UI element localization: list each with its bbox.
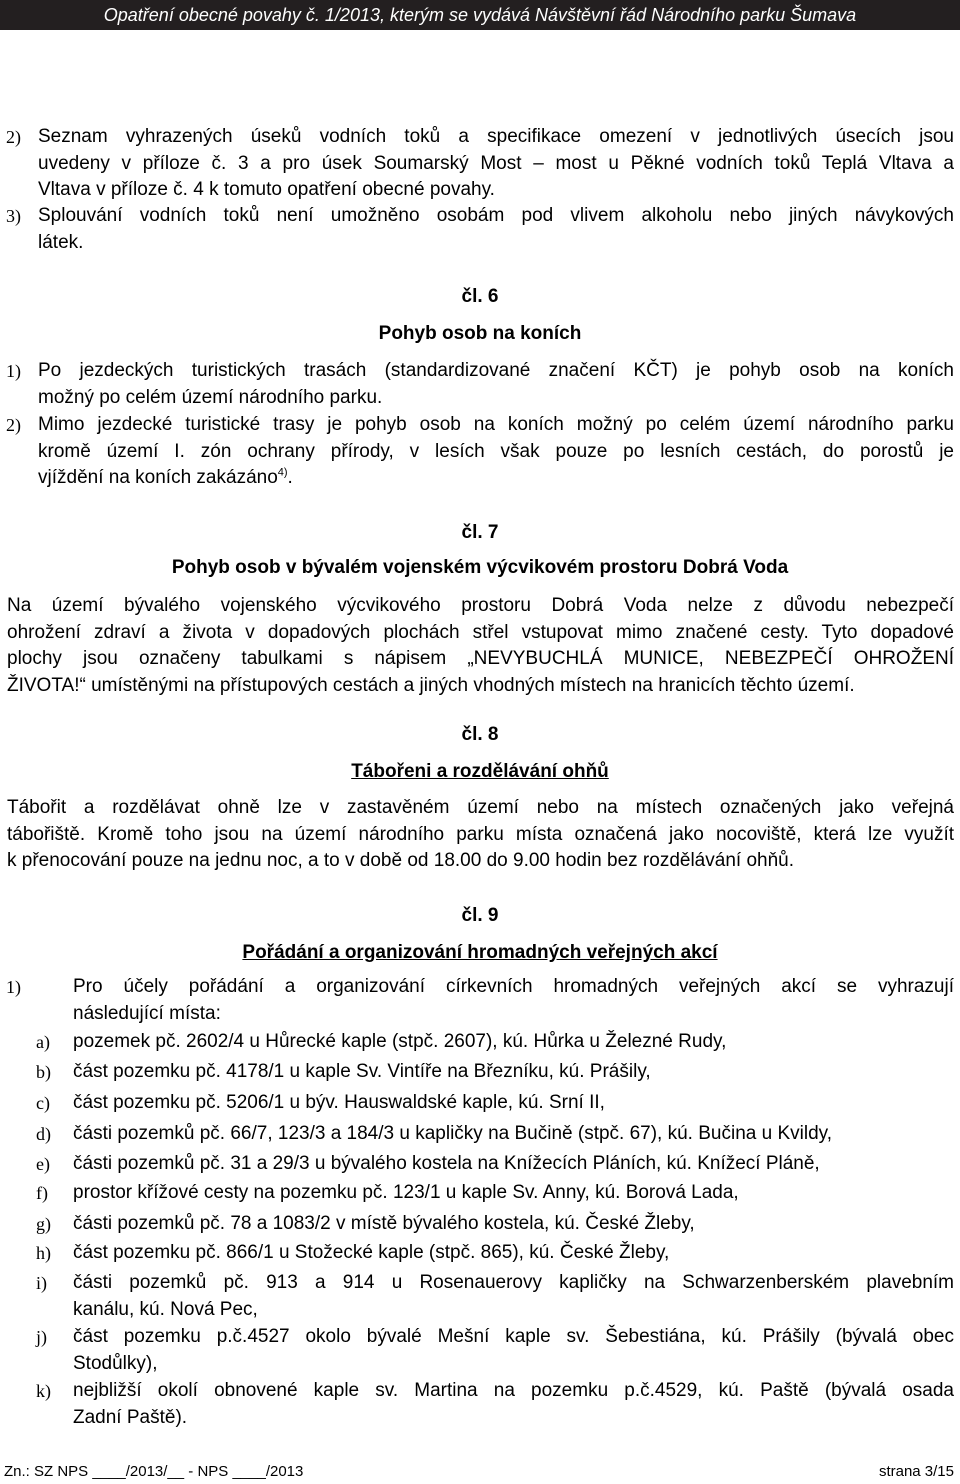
item-letter: j) — [36, 1327, 47, 1347]
text-line: ohrožení zdraví a života v dopadových plochách střel vstupovat mimo značené cesty. Tyto dopadové — [7, 621, 954, 643]
article-title: Tábořeni a rozdělávání ohňů — [351, 761, 609, 782]
text-line: Stodůlky), — [73, 1352, 158, 1374]
text-line: možný po celém území národního parku. — [38, 386, 383, 408]
text-line — [38, 465, 954, 492]
text-line: kromě území I. zón ochrany přírody, v lesích však pouze po lesních cestách, do porostů je — [38, 440, 954, 462]
header-title: Opatření obecné povahy č. 1/2013, kterým se vydává Návštěvní řád Národního parku Šumava — [103, 5, 857, 25]
text-line: k přenocování pouze na jednu noc, a to v době od 18.00 do 9.00 hodin bez rozdělávání ohňů. — [7, 850, 794, 871]
item-letter: d) — [36, 1124, 51, 1144]
item-letter: f) — [36, 1183, 48, 1203]
paragraph — [7, 795, 954, 875]
list-number: 1) — [6, 977, 21, 997]
text-line: Zadní Paště). — [73, 1406, 188, 1428]
article-number: čl. 7 — [461, 522, 499, 543]
text-line: Vltava v příloze č. 4 k tomuto opatření obecné povahy. — [38, 179, 495, 200]
text-line: části pozemků pč. 66/7, 123/3 a 184/3 u kapličky na Bučině (stpč. 67), kú. Bučina u Kvildy, — [73, 1123, 833, 1144]
list-item — [73, 1378, 954, 1431]
text-line: Na území bývalého vojenského výcvikového prostoru Dobrá Voda nelze z důvodu nebezpečí — [7, 595, 954, 616]
text-line: plochy jsou označeny tabulkami s nápisem „NEVYBUCHLÁ MUNICE, NEBEZPEČÍ OHROŽENÍ — [7, 648, 954, 669]
text-line: Pro účely pořádání a organizování církevních hromadných veřejných akcí se vyhrazují — [73, 976, 954, 997]
item-letter: i) — [36, 1273, 47, 1293]
text-line: látek. — [38, 231, 84, 253]
footnote-ref[interactable]: 4) — [277, 466, 288, 479]
text-line: tábořiště. Kromě toho jsou na území národního parku místa označená jako nocoviště, která lze využít — [7, 823, 954, 845]
text-line: části pozemků pč. 913 a 914 u Rosenauerovy kapličky na Schwarzenberském plavebním — [73, 1272, 954, 1293]
list-item — [73, 1324, 954, 1377]
text-line: část pozemku p.č.4527 okolo bývalé Mešní kaple sv. Šebestiána, kú. Prášily (bývalá obec — [73, 1326, 954, 1347]
text-line: Po jezdeckých turistických trasách (standardizované značení KČT) je pohyb osob na koních — [38, 360, 954, 381]
text-run: . — [287, 467, 293, 488]
list-number: 2) — [6, 127, 21, 147]
text-line: část pozemku pč. 4178/1 u kaple Sv. Vintíře na Březníku, kú. Prášily, — [73, 1061, 651, 1082]
text-line: následující místa: — [73, 1002, 221, 1024]
item-letter: c) — [36, 1093, 50, 1113]
article-title: Pohyb osob na koních — [378, 323, 582, 344]
list-item — [73, 1240, 954, 1267]
list-number: 3) — [6, 206, 21, 226]
list-number: 2) — [6, 415, 21, 435]
item-letter: g) — [36, 1214, 51, 1234]
text-line: Tábořit a rozdělávat ohně lze v zastavěném území nebo na místech označených jako veřejná — [7, 797, 954, 818]
list-item — [73, 1211, 954, 1238]
item-letter: h) — [36, 1243, 51, 1263]
text-run: vjíždění na koních zakázáno — [38, 467, 278, 488]
list-item — [73, 1270, 954, 1323]
list-item — [73, 1151, 954, 1178]
page-number: strana 3/15 — [878, 1463, 954, 1480]
text-line: Seznam vyhrazených úseků vodních toků a specifikace omezení v jednotlivých úsecích jsou — [38, 126, 954, 147]
paragraph — [38, 412, 954, 492]
text-line: Splouvání vodních toků není umožněno osobám pod vlivem alkoholu nebo jiných návykových — [38, 205, 954, 226]
paragraph — [38, 124, 954, 204]
paragraph — [7, 593, 954, 699]
item-letter: e) — [36, 1154, 50, 1174]
page-header — [0, 0, 960, 30]
article-number: čl. 8 — [461, 724, 499, 745]
text-line: uvedeny v příloze č. 3 a pro úsek Soumarský Most – most u Pěkné vodních toků Teplá Vltava a — [38, 152, 954, 174]
text-line: část pozemku pč. 5206/1 u býv. Hauswaldské kaple, kú. Srní II, — [73, 1092, 605, 1113]
list-number: 1) — [6, 361, 21, 381]
paragraph — [38, 203, 954, 256]
text-line: kanálu, kú. Nová Pec, — [73, 1298, 258, 1320]
item-letter: b) — [36, 1062, 51, 1082]
text-line: pozemek pč. 2602/4 u Hůrecké kaple (stpč. 2607), kú. Hůrka u Železné Rudy, — [73, 1031, 727, 1052]
text-line: části pozemků pč. 78 a 1083/2 v místě bývalého kostela, kú. České Žleby, — [73, 1213, 695, 1234]
text-line: ŽIVOTA!“ umístěnými na přístupových cestách a jiných vhodných místech na hranicích těchto území. — [7, 674, 855, 696]
paragraph — [38, 358, 954, 411]
list-item — [73, 1090, 954, 1117]
text-line: Mimo jezdecké turistické trasy je pohyb osob na koních možný po celém území národního parku — [38, 414, 954, 435]
document-reference: Zn.: SZ NPS ____/2013/__ - NPS ____/2013 — [4, 1463, 304, 1480]
article-title: Pořádání a organizování hromadných veřejných akcí — [242, 942, 718, 963]
text-line: prostor křížové cesty na pozemku pč. 123/1 u kaple Sv. Anny, kú. Borová Lada, — [73, 1182, 739, 1203]
article-number: čl. 6 — [461, 286, 499, 307]
article-number: čl. 9 — [461, 905, 499, 926]
item-letter: a) — [36, 1032, 50, 1052]
text-line: část pozemku pč. 866/1 u Stožecké kaple (stpč. 865), kú. České Žleby, — [73, 1242, 670, 1263]
list-item — [73, 1059, 954, 1086]
item-letter: k) — [36, 1381, 51, 1401]
list-item — [73, 1121, 954, 1148]
text-line: části pozemků pč. 31 a 29/3 u bývalého kostela na Knížecích Pláních, kú. Knížecí Pláně, — [73, 1153, 820, 1174]
paragraph — [73, 974, 954, 1027]
list-item — [73, 1180, 954, 1207]
text-line: nejbližší okolí obnovené kaple sv. Martina na pozemku p.č.4529, kú. Paště (bývalá osada — [73, 1380, 954, 1401]
article-title: Pohyb osob v bývalém vojenském výcvikovém prostoru Dobrá Voda — [171, 557, 789, 578]
list-item — [73, 1029, 954, 1056]
